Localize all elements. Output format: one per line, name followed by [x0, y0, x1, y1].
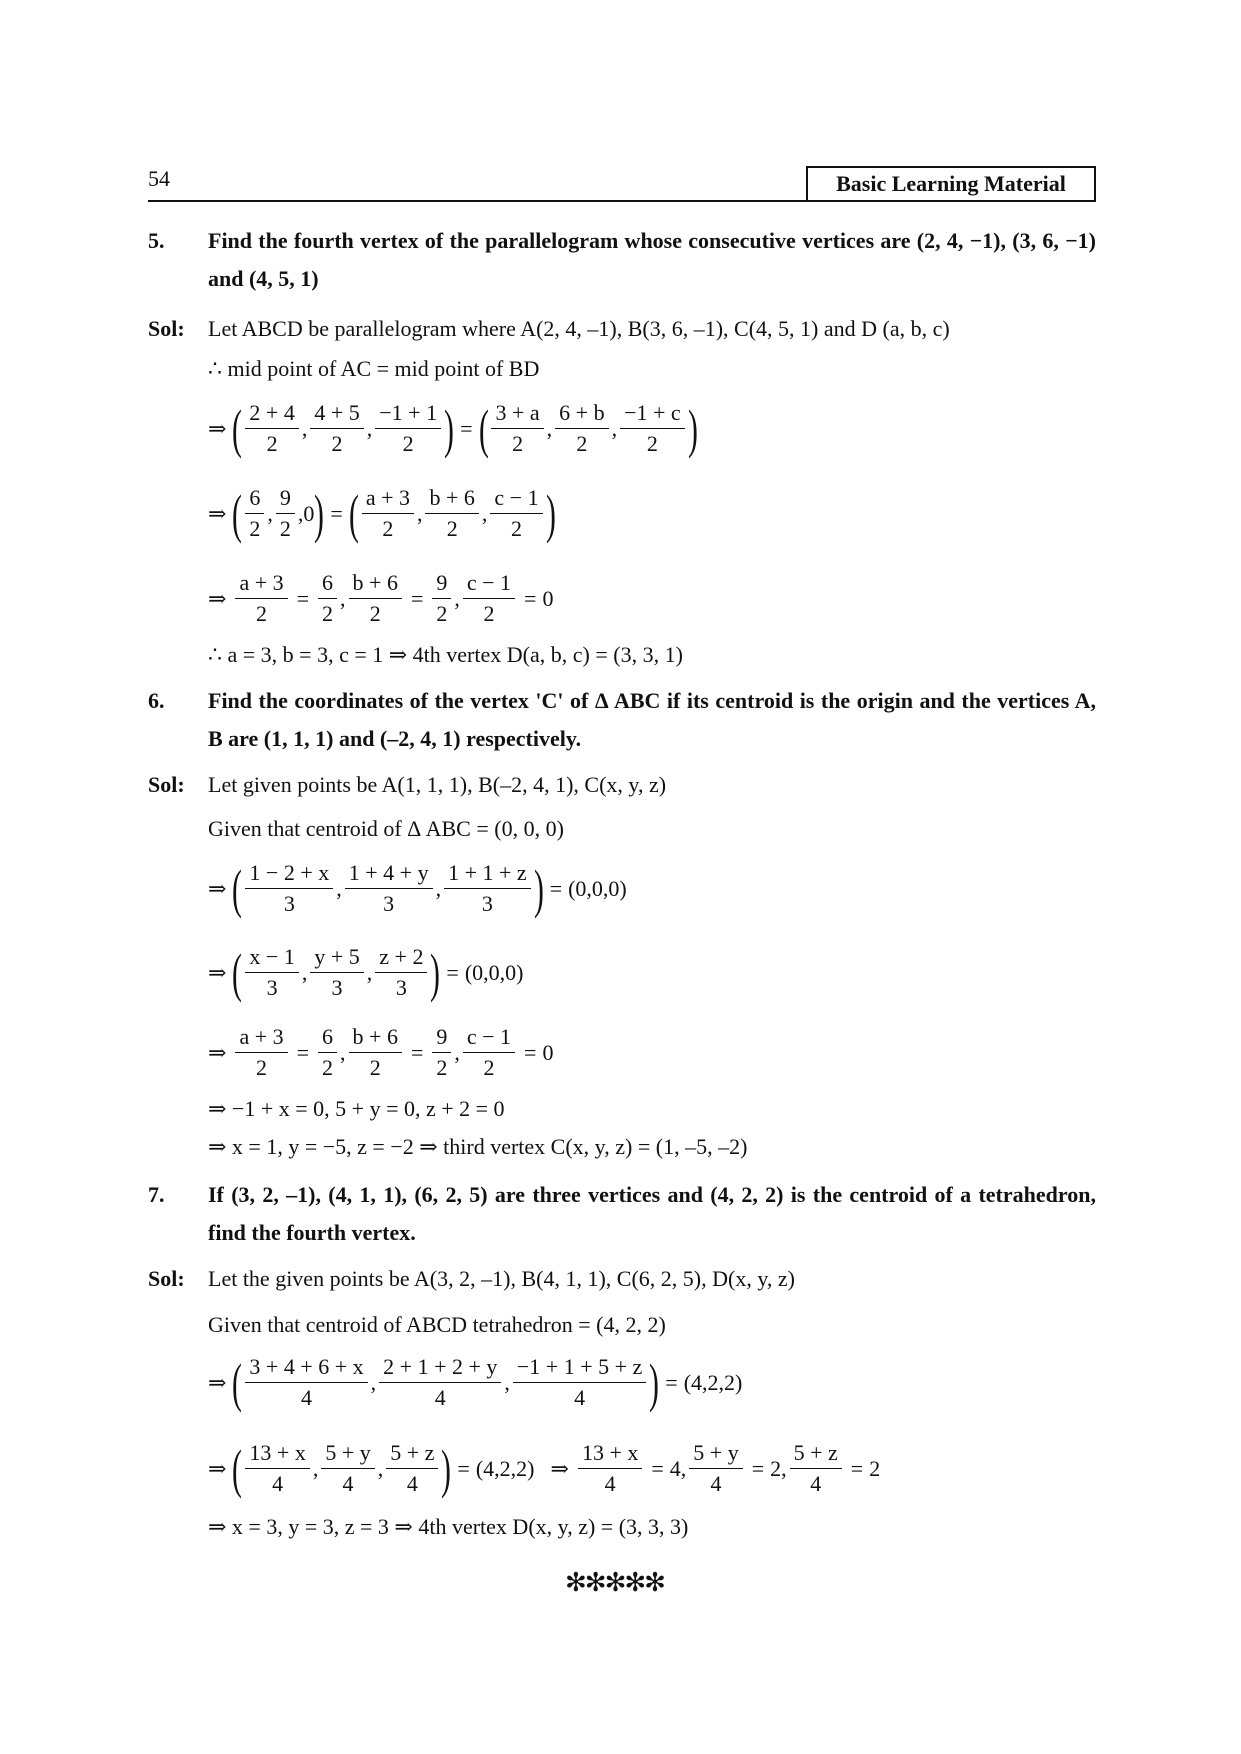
- q5-sol-label: Sol:: [148, 316, 185, 341]
- q5-line-2: ∴ mid point of AC = mid point of BD: [208, 356, 540, 381]
- q6-line-1: Let given points be A(1, 1, 1), B(–2, 4, 1), C(x, y, z): [208, 772, 667, 797]
- q5-equation-2: ⇒ ( $\frac{6}{2}$ , $\frac{9}{2}$ , 0 ) = ( $\frac{a + 3}{2}$ , $\frac{b + 6}{2}$ , $\frac{c - 1}{2}$ ): [208, 483, 556, 544]
- q5-equation-1: ⇒ ( $\frac{2 + 4}{2}$ , $\frac{4 + 5}{2}$ , $\frac{-1 + 1}{2}$ ) = ( $\frac{3 + a}{2}$ , $\frac{6 + b}{2}$ , $\frac{-1 + c}{2}$ ): [208, 398, 698, 459]
- q7-line-2: Given that centroid of ABCD tetrahedron = (4, 2, 2): [208, 1312, 666, 1337]
- q6-equation-3: ⇒ $\frac{a + 3}{2}$ = $\frac{6}{2}$ , $\frac{b + 6}{2}$ = $\frac{9}{2}$ , $\frac{c - 1}{2}$ = 0: [208, 1024, 554, 1080]
- header-title: Basic Learning Material: [806, 166, 1096, 202]
- question-7-number: 7.: [148, 1182, 165, 1207]
- q6-line-2: Given that centroid of Δ ABC = (0, 0, 0): [208, 816, 564, 841]
- q5-equation-3: ⇒ $\frac{a + 3}{2}$ = $\frac{6}{2}$ , $\frac{b + 6}{2}$ = $\frac{9}{2}$ , $\frac{c - 1}{2}$ = 0: [208, 570, 554, 626]
- q7-sol-label: Sol:: [148, 1266, 185, 1291]
- q7-equation-1: ⇒ ( $\frac{3 + 4 + 6 + x}{4}$ , $\frac{2 + 1 + 2 + y}{4}$ , $\frac{-1 + 1 + 5 + z}{4}$ ) = (4,2,2): [208, 1352, 743, 1413]
- q5-line-1: Let ABCD be parallelogram where A(2, 4, –1), B(3, 6, –1), C(4, 5, 1) and D (a, b, c): [208, 316, 950, 341]
- question-5-text: Find the fourth vertex of the parallelogram whose consecutive vertices are (2, 4, −1), (3, 6, −1) and (4, 5, 1): [208, 228, 1096, 291]
- q5-conclusion: ∴ a = 3, b = 3, c = 1 ⇒ 4th vertex D(a, b, c) = (3, 3, 1): [208, 642, 683, 667]
- q7-conclusion: ⇒ x = 3, y = 3, z = 3 ⇒ 4th vertex D(x, y, z) = (3, 3, 3): [208, 1514, 689, 1539]
- q6-line-3: ⇒ −1 + x = 0, 5 + y = 0, z + 2 = 0: [208, 1096, 505, 1121]
- q7-equation-2: ⇒ ( $\frac{13 + x}{4}$ , $\frac{5 + y}{4}$ , $\frac{5 + z}{4}$ ) = (4,2,2) ⇒ $\frac{13 + x}{4}$ = 4 , $\frac{5 + y}{4}$ = 2 , $\frac{5 + z}{4}$ = 2: [208, 1438, 881, 1499]
- q6-equation-1: ⇒ ( $\frac{1 - 2 + x}{3}$ , $\frac{1 + 4 + y}{3}$ , $\frac{1 + 1 + z}{3}$ ) = (0,0,0): [208, 858, 627, 919]
- end-stars: ✻✻✻✻✻: [565, 1568, 664, 1597]
- page-number: 54: [148, 166, 170, 191]
- question-7-text: If (3, 2, –1), (4, 1, 1), (6, 2, 5) are three vertices and (4, 2, 2) is the centroid of a tetrahedron, find the fourth vertex.: [208, 1182, 1096, 1245]
- question-5-number: 5.: [148, 228, 165, 253]
- q7-line-1: Let the given points be A(3, 2, –1), B(4, 1, 1), C(6, 2, 5), D(x, y, z): [208, 1266, 795, 1291]
- question-6-text: Find the coordinates of the vertex 'C' of Δ ABC if its centroid is the origin and the vertices A, B are (1, 1, 1) and (–2, 4, 1) respectively.: [208, 688, 1096, 751]
- header-rule: [148, 200, 1096, 202]
- q6-line-4: ⇒ x = 1, y = −5, z = −2 ⇒ third vertex C(x, y, z) = (1, –5, –2): [208, 1134, 748, 1159]
- question-6-number: 6.: [148, 688, 165, 713]
- q6-sol-label: Sol:: [148, 772, 185, 797]
- q6-equation-2: ⇒ ( $\frac{x - 1}{3}$ , $\frac{y + 5}{3}$ , $\frac{z + 2}{3}$ ) = (0,0,0): [208, 942, 524, 1003]
